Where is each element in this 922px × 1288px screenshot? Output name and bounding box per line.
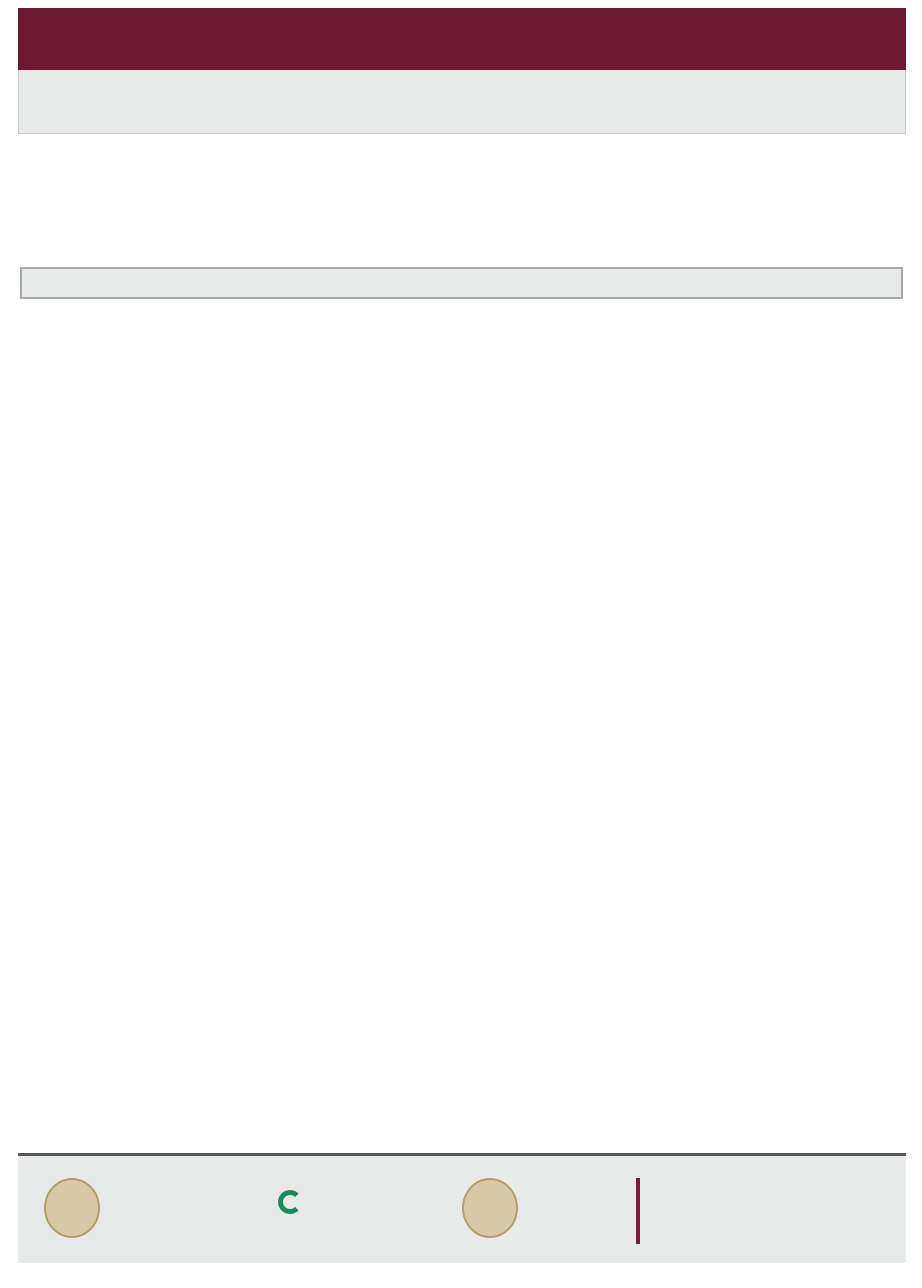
inpi-seal-icon [462, 1178, 518, 1238]
section-title [20, 267, 903, 299]
conamer-logo [278, 1188, 408, 1228]
inpi-logo [462, 1174, 647, 1246]
mexico-seal-icon [44, 1178, 100, 1238]
footer [18, 1153, 906, 1263]
gobierno-de-mexico-logo [44, 1178, 234, 1238]
top-bar [18, 8, 906, 70]
conamer-ring-icon [278, 1190, 302, 1214]
inpi-stripe-icon [636, 1178, 640, 1244]
institute-banner [18, 70, 906, 134]
